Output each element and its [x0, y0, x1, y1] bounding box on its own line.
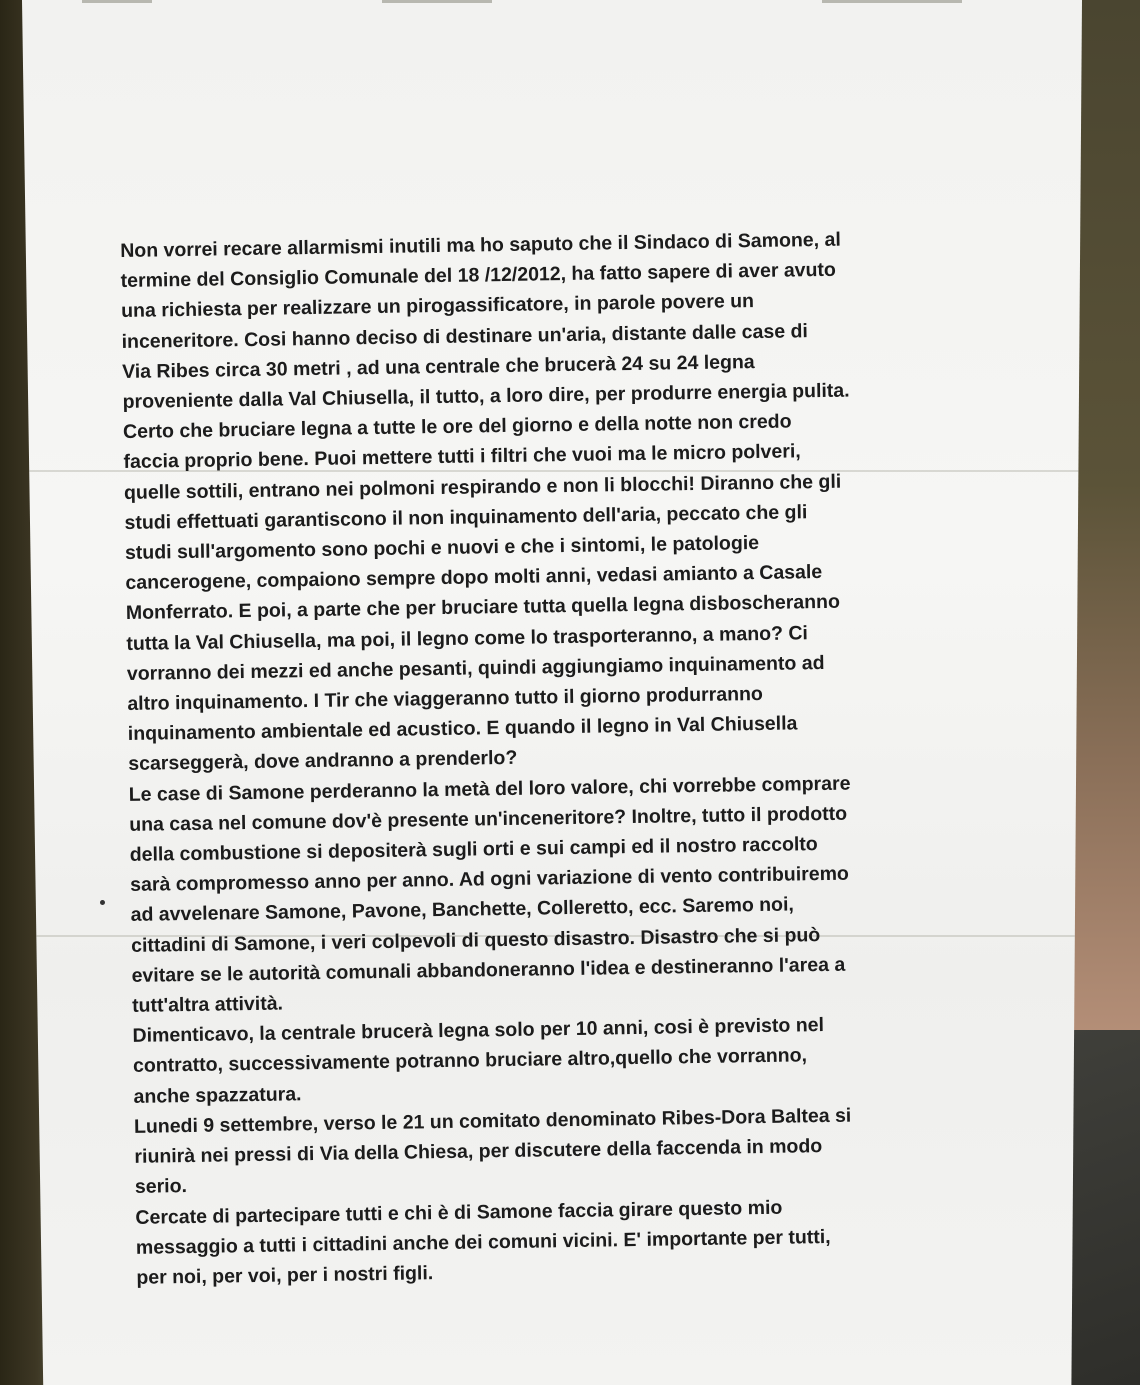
paragraph-intro: Non vorrei recare allarmismi inutili ma ho saputo che il Sindaco di Samone, al termine del Consiglio Comunale del 18 /12/2012, ha fatto sapere di aver avuto una richiesta per realizzare un pirogassificatore, in parole povere un inceneritore. Cosi hanno deciso di destinare un'aria, distante dalle case di Via Ribes circa 30 metri , ad una centrale che brucerà 24 su 24 legna proveniente dalla Val Chiusella, il tutto, a loro dire, per produrre energia pulita. Certo che bruciare legna a tutte le ore del giorno e della notte non credo faccia proprio bene. Puoi mettere tutti i filtri che vuoi ma le micro polveri, quelle sottili, entrano nei polmoni respirando e non li blocchi! Diranno che gli studi effettuati garantiscono il non inquinamento dell'aria, peccato che gli studi sull'argomento sono pochi e nuovi e che i sintomi, le patologie cancerogene, compaiono sempre dopo molti anni, vedasi amianto a Casale Monferrato. E poi, a parte che per bruciare tutta quella legna disboscheranno tutta la Val Chiusella, ma poi, il legno come lo trasporteranno, a mano? Ci vorranno dei mezzi ed anche pesanti, quindi aggiungiamo inquinamento ad altro inquinamento. I Tir che viaggeranno tutto il giorno produrranno inquinamento ambientale ed acustico. E quando il legno in Val Chiusella scarseggerà, dove andranno a prenderlo?	[120, 228, 850, 776]
background-sleeve	[1070, 1030, 1140, 1385]
paragraph-appeal: Cercate di partecipare tutti e chi è di Samone faccia girare questo mio messaggio a tutti i cittadini anche dei comuni vicini. E' importante per tutti, per noi, per voi, per i nostri figli.	[135, 1196, 831, 1289]
paragraph-contract: Dimenticavo, la centrale brucerà legna solo per 10 anni, cosi è previsto nel contratto, successivamente potranno bruciare altro,quello che vorranno, anche spazzatura.	[132, 1014, 825, 1108]
top-edge-marks	[62, 0, 1042, 6]
paragraph-meeting: Lunedi 9 settembre, verso le 21 un comitato denominato Ribes-Dora Baltea si riunirà nei pressi di Via della Chiesa, per discutere della faccenda in modo serio.	[133, 1104, 852, 1199]
paragraph-property-value: Le case di Samone perderanno la metà del loro valore, chi vorrebbe comprare una casa nel comune dov'è presente un'inceneritore? Inoltre, tutto il prodotto della combustione si depositerà sugli orti e sui campi ed il nostro raccolto sarà compromesso anno per anno. Ad ogni variazione di vento contribuiremo ad avvelenare Samone, Pavone, Banchette, Colleretto, ecc. Saremo noi, cittadini di Samone, i veri colpevoli di questo disastro. Disastro che si può evitare se le autorità comunali abbandoneranno l'idea e destineranno l'area a tutt'altra attività.	[128, 772, 851, 1017]
letter-body	[120, 222, 1036, 1293]
stray-mark	[100, 900, 105, 905]
